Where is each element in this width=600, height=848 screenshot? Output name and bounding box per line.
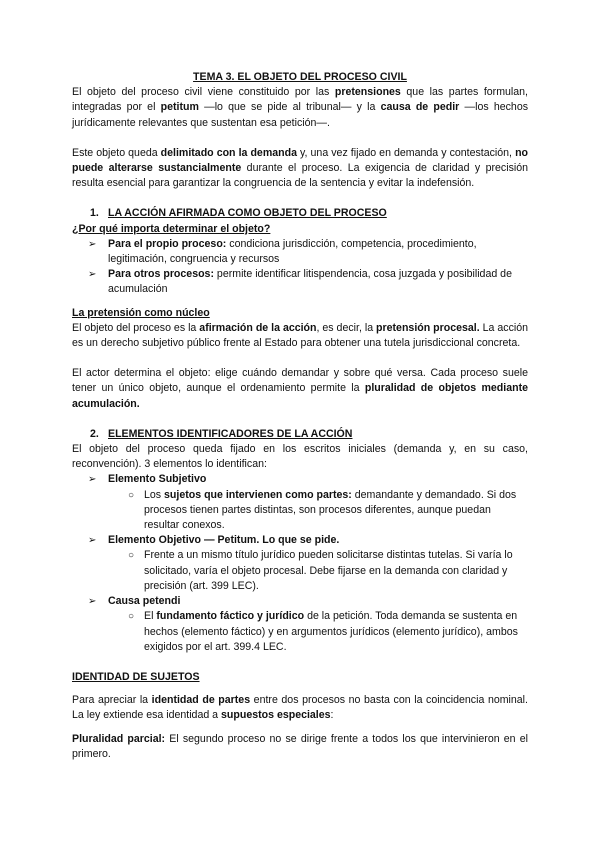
bold-span: petitum xyxy=(160,101,199,114)
text-span: La acción es un derecho subjetivo público frente al Estado para obtener una tutela jurisdiccional concreta. xyxy=(72,321,529,350)
arrow-bullet-icon: ➢ xyxy=(88,596,97,608)
bold-span: Para otros procesos: xyxy=(108,268,214,281)
text-span: y, una vez fijado en demanda y contestación, xyxy=(296,146,516,159)
text-span: El segundo proceso no se dirige frente a todos los que intervinieron en el primero. xyxy=(72,732,528,760)
text-span: condiciona jurisdicción, competencia, procedimiento, legitimación, congruencia y recursos xyxy=(108,237,477,266)
text-span: entre dos procesos no basta con la coincidencia nominal. La ley extiende esa identidad a xyxy=(72,694,528,722)
sub-list-item xyxy=(72,609,528,655)
sub-list-item xyxy=(72,488,528,534)
text-span: de la petición. Toda demanda se sustenta en hechos (elemento fáctico) y en argumentos jurídicos (elemento jurídico), ambos exigidos por el art. 399.4 LEC. xyxy=(144,610,518,653)
circle-bullet-icon: ○ xyxy=(128,489,135,501)
bold-span: causa de pedir xyxy=(380,101,460,114)
bold-span: delimitado con la demanda xyxy=(160,146,297,159)
bold-span: sujetos que intervienen como partes: xyxy=(164,488,352,501)
bold-span: afirmación de la acción xyxy=(199,321,317,334)
element-heading: Causa petendi xyxy=(108,595,181,608)
nucleo-paragraph xyxy=(72,321,528,351)
sub-list-item xyxy=(72,548,528,594)
arrow-bullet-icon: ➢ xyxy=(88,269,97,281)
section-title: ELEMENTOS IDENTIFICADORES DE LA ACCIÓN xyxy=(108,427,353,440)
arrow-bullet-icon: ➢ xyxy=(88,238,97,250)
identidad-heading: IDENTIDAD DE SUJETOS xyxy=(72,670,200,683)
circle-bullet-icon: ○ xyxy=(128,550,135,562)
bold-span: Para el propio proceso: xyxy=(108,237,227,250)
document-title: TEMA 3. EL OBJETO DEL PROCESO CIVIL xyxy=(193,71,407,83)
section-number: 1. xyxy=(90,207,99,220)
bold-span: fundamento fáctico y jurídico xyxy=(156,610,305,623)
section-title: LA ACCIÓN AFIRMADA COMO OBJETO DEL PROCESO xyxy=(108,207,387,220)
list-item xyxy=(72,472,528,487)
document-body xyxy=(72,70,528,762)
list-item xyxy=(72,237,528,267)
section-1-heading xyxy=(72,206,528,221)
text-span: Los xyxy=(144,488,165,501)
text-span: Este objeto queda xyxy=(72,146,161,159)
bold-span: no puede alterarse sustancialmente xyxy=(72,146,529,175)
text-span: —los hechos jurídicamente relevantes que sustentan esa petición—. xyxy=(72,101,529,129)
list-item xyxy=(72,533,528,548)
section-1-question: ¿Por qué importa determinar el objeto? xyxy=(72,222,271,235)
nucleo-heading: La pretensión como núcleo xyxy=(72,306,210,319)
delimitation-paragraph xyxy=(72,146,528,192)
bold-span: pluralidad de objetos mediante acumulación. xyxy=(72,382,528,410)
text-span: Para apreciar la xyxy=(72,694,152,707)
bold-span: Pluralidad parcial: xyxy=(72,732,166,745)
text-span: durante el proceso. La exigencia de claridad y precisión resulta esencial para garantizar la congruencia de la sentencia y evitar la indefensión. xyxy=(72,162,528,190)
text-span: Frente a un mismo título jurídico pueden solicitarse distintas tutelas. Si varía lo solicitado, varía el objeto procesal. Debe fijarse en la demanda con claridad y precisión (art. 399 LEC). xyxy=(144,549,513,592)
identidad-paragraph xyxy=(72,693,528,723)
text-span: que las partes formulan, integradas por el xyxy=(72,86,528,114)
text-span: , es decir, la xyxy=(316,321,377,334)
text-span: permite identificar litispendencia, cosa juzgada y posibilidad de acumulación xyxy=(108,268,512,296)
element-heading: Elemento Objetivo — Petitum. Lo que se pide. xyxy=(108,534,340,547)
text-span: El actor determina el objeto: elige cuándo demandar y sobre qué versa. Cada proceso suele tener un único objeto, aunque el ordenamiento permite la xyxy=(72,367,528,395)
list-item xyxy=(72,594,528,609)
section-2-heading xyxy=(72,427,528,442)
bold-span: supuestos especiales xyxy=(221,709,331,722)
text-span: : xyxy=(330,709,334,722)
text-span: demandante y demandado. Si dos procesos tienen partes distintas, son procesos diferentes, aunque puedan resultar conexos. xyxy=(144,488,517,532)
text-span: El objeto del proceso civil viene constituido por las xyxy=(72,86,335,99)
intro-paragraph xyxy=(72,85,528,131)
text-span: —lo que se pide al tribunal— y la xyxy=(198,101,381,114)
bold-span: pretensiones xyxy=(334,86,401,99)
circle-bullet-icon: ○ xyxy=(128,611,135,623)
pluralidad-paragraph xyxy=(72,732,528,762)
bold-span: pretensión procesal. xyxy=(376,321,480,334)
element-heading: Elemento Subjetivo xyxy=(108,473,207,486)
section-2-intro: El objeto del proceso queda fijado en los escritos iniciales (demanda y, en su caso, reconvención). 3 elementos lo identifican: xyxy=(72,443,528,471)
text-span: El objeto del proceso es la xyxy=(72,321,200,334)
arrow-bullet-icon: ➢ xyxy=(88,474,97,486)
text-span: El xyxy=(144,610,157,623)
bold-span: identidad de partes xyxy=(151,694,251,707)
list-item xyxy=(72,267,528,297)
section-number: 2. xyxy=(90,427,99,440)
arrow-bullet-icon: ➢ xyxy=(88,535,97,547)
actor-paragraph xyxy=(72,366,528,412)
